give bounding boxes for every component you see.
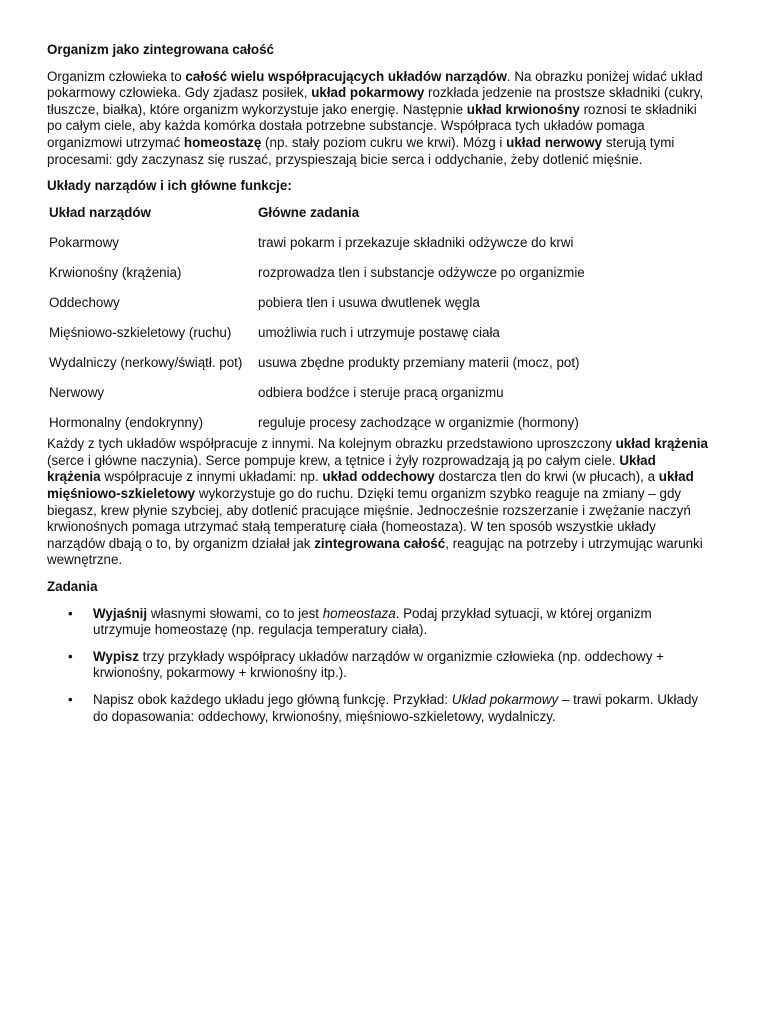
text-run: – trawi pokarm. Układy do dopasowania: oddechowy, krwionośny, mięśniowo-szkieletowy, wydalniczy. [93, 691, 699, 724]
bullet-icon: • [68, 691, 73, 707]
table-cell-function: reguluje procesy zachodzące w organizmie (hormony) [258, 414, 579, 430]
table-row [47, 325, 585, 355]
table-header-function: Główne zadania [258, 204, 360, 220]
table-cell-function: usuwa zbędne produkty przemiany materii (mocz, pot) [258, 354, 580, 370]
table-header-row [47, 205, 585, 235]
systems-heading: Układy narządów i ich główne funkcje: [47, 178, 292, 194]
bullet-icon: • [68, 605, 73, 621]
table-row [47, 385, 585, 415]
text-run: Każdy z tych układów współpracuje z innymi. Na kolejnym obrazku przedstawiono uproszczony [47, 436, 616, 452]
table-cell-system: Mięśniowo-szkieletowy (ruchu) [49, 324, 232, 340]
table-row [47, 415, 585, 437]
table-row [47, 265, 585, 295]
systems-table-body [47, 205, 585, 436]
document-title: Organizm jako zintegrowana całość [47, 42, 274, 57]
table-cell-system: Pokarmowy [49, 234, 119, 250]
italic-text: homeostaza [322, 605, 396, 621]
systems-table [47, 205, 585, 436]
cooperation-paragraph [47, 436, 708, 569]
bold-text: układ krążenia [615, 436, 708, 452]
table-cell-function: rozprowadza tlen i substancje odżywcze po organizmie [258, 264, 585, 280]
italic-text: Układ pokarmowy [451, 691, 559, 707]
bold-text: Wyjaśnij [93, 605, 148, 621]
table-row [47, 235, 585, 265]
bold-text: zintegrowana całość [314, 535, 446, 551]
text-run: współpracuje z innymi układami: np. [100, 469, 323, 485]
table-cell-system: Oddechowy [49, 294, 120, 310]
tasks-list [47, 606, 708, 726]
text-run: wykorzystuje go do ruchu. Dzięki temu organizm szybko reaguje na zmiany – gdy biegasz, krew płynie szybciej, aby dotlenić pracujące mięśnie. Jednocześnie rozszerzanie i zwężanie naczyń krwionośnych pomaga utrzymać stałą temperaturę ciała (homeostaza). W ten sposób wszystkie układy narządów dbają o to, by organizm działał jak [47, 486, 691, 551]
intro-paragraph [47, 69, 708, 169]
bold-text: układ oddechowy [322, 469, 435, 485]
text-run: (np. stały poziom cukru we krwi). Mózg i [261, 134, 507, 150]
text-run: . Podaj przykład sytuacji, w której organizm utrzymuje homeostazę (np. regulacja temperatury ciała). [93, 605, 652, 638]
text-run: rozkłada jedzenie na prostsze składniki (cukry, tłuszcze, białka), które organizm wykorzystuje jako energię. Następnie [47, 85, 704, 117]
bold-text: Wypisz [93, 648, 139, 664]
table-cell-system: Krwionośny (krążenia) [49, 264, 182, 280]
bullet-icon: • [68, 648, 73, 664]
text-run: (serce i główne naczynia). Serce pompuje krew, a tętnice i żyły rozprowadzają ją po całym ciele. [47, 452, 620, 468]
text-run: trzy przykłady współpracy układów narządów w organizmie człowieka (np. oddechowy + krwionośny, pokarmowy + krwionośny itp.). [93, 648, 664, 681]
bold-text: układ nerwowy [506, 134, 603, 150]
table-row [47, 295, 585, 325]
text-run: roznosi te składniki po całym ciele, aby każda komórka dostała potrzebne substancje. Współpraca tych układów pomaga organizmowi utrzymać [47, 101, 697, 150]
text-run: sterują tymi procesami: gdy zaczynasz się ruszać, przyspieszają bicie serca i oddychanie, żeby dotlenić mięśnie. [47, 134, 675, 167]
text-run: własnymi słowami, co to jest [147, 605, 323, 621]
bold-text: układ pokarmowy [311, 85, 425, 101]
text-run: Napisz obok każdego układu jego główną funkcję. Przykład: [93, 691, 452, 707]
bold-text: homeostazę [183, 134, 262, 150]
bold-text: układ mięśniowo-szkieletowy [47, 469, 694, 502]
text-run: Organizm człowieka to [47, 68, 186, 84]
table-cell-function: pobiera tlen i usuwa dwutlenek węgla [258, 294, 480, 310]
text-run: , reagując na potrzeby i utrzymując warunki wewnętrzne. [47, 535, 703, 568]
task-item [68, 691, 708, 725]
table-cell-system: Wydalniczy (nerkowy/świątł. pot) [49, 354, 243, 370]
table-cell-function: trawi pokarm i przekazuje składniki odżywcze do krwi [258, 234, 574, 250]
table-row [47, 355, 585, 385]
text-run: dostarcza tlen do krwi (w płucach), a [434, 469, 659, 485]
bold-text: całość wielu współpracujących układów narządów [185, 68, 507, 84]
task-item [68, 605, 708, 639]
table-cell-system: Nerwowy [49, 384, 105, 400]
bold-text: układ krwionośny [466, 101, 580, 117]
table-cell-function: umożliwia ruch i utrzymuje postawę ciała [258, 324, 500, 340]
bold-text: Układ krążenia [47, 452, 656, 485]
table-cell-system: Hormonalny (endokrynny) [49, 414, 204, 430]
table-header-system: Układ narządów [49, 204, 151, 220]
table-cell-function: odbiera bodźce i steruje pracą organizmu [258, 384, 504, 400]
tasks-heading: Zadania [47, 578, 98, 594]
task-item [68, 648, 708, 682]
text-run: . Na obrazku poniżej widać układ pokarmowy człowieka. Gdy zjadasz posiłek, [47, 68, 703, 101]
